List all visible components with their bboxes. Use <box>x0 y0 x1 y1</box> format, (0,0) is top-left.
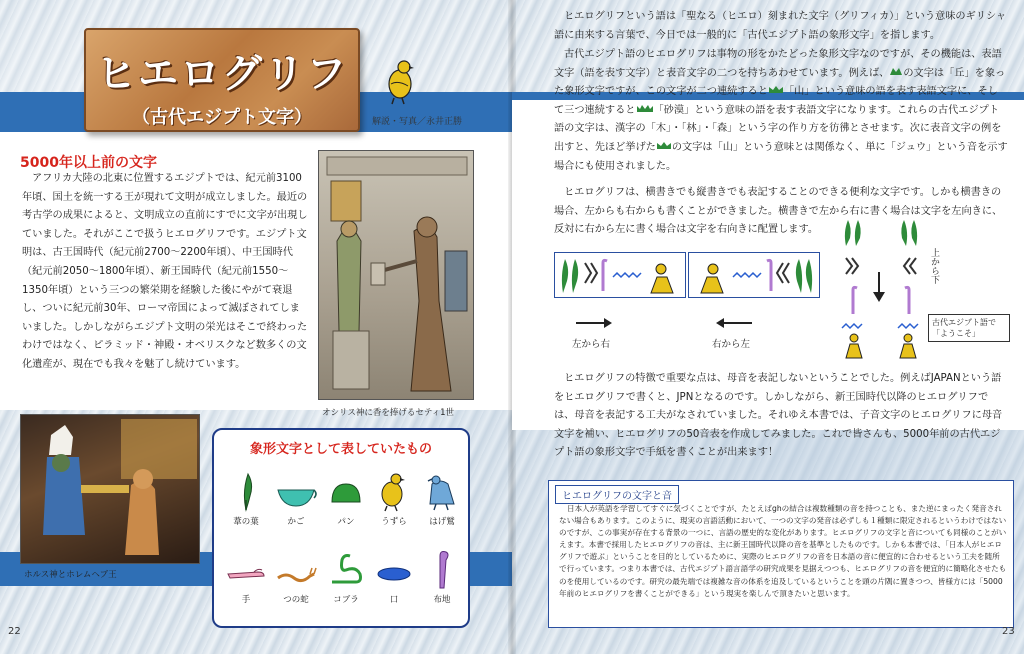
pictograph-label: 葦の葉 <box>233 517 259 527</box>
note-box <box>548 480 1014 628</box>
pictograph-item <box>418 470 466 527</box>
example-right-to-left <box>688 252 820 298</box>
pictograph-label: はげ鷲 <box>429 517 455 527</box>
arrow-right-icon <box>574 316 614 330</box>
welcome-label: 古代エジプト語で「ようこそ」 <box>928 314 1010 342</box>
pictograph-item <box>322 470 370 527</box>
page-title: ヒエログリフ <box>96 51 348 97</box>
paragraph-writing-direction: ヒエログリフは、横書きでも縦書きでも表記することのできる便利な文字です。しかも横書きの場合、左からも右からも書くことができました。横書きで左から右に書く場合は文字を左向きに、反対に右から左に書く場合は文字を右向きに配置します。 <box>554 187 1003 236</box>
paragraph-vowels: ヒエログリフの特徴で重要な点は、母音を表記しないということでした。例えばJAPANという語をヒエログリフで書くと、JPNとなるのです。しかしながら、新王国時代以降のヒエログリフでは、母音を表記する工夫がなされていました。それゆえ本書では、子音文字のヒエログリフに母音文字を補い、ヒエログリフの50音表を作成してみました。これで皆さんも、5000年前の古代エジプト語の象形文字で手紙を書くことが出来ます！ <box>554 373 1003 459</box>
mouth-icon <box>374 548 414 590</box>
paragraph-logogram-part-a: 古代エジプト語のヒエログリフは事物の形をかたどった象形文字なのですが、その機能は、表語文字（語を表す文字）と表音文字の二つを持ちあわせています。例えば、 <box>554 49 1002 79</box>
photo2-caption: ホルス神とホレムヘブ王 <box>24 570 117 580</box>
pictograph-label: 手 <box>241 595 251 605</box>
cobra-icon <box>326 548 366 590</box>
title-plaque <box>84 28 360 132</box>
direction-label-ttb: 上から下 <box>929 248 939 284</box>
pictograph-label: 布地 <box>433 595 451 605</box>
paragraph-logogram <box>554 46 1008 176</box>
paragraph-etymology: ヒエログリフという語は「聖なる（ヒエロ）刻まれた文字（グリフィカ）」という意味のギリシャ語に由来する言葉で、今日では一般的に「古代エジプト語の象形文字」を指します。 <box>554 11 1007 41</box>
paragraph-logogram-part-d: 「砂漠」という意味の語を表す表語文字になります。これらの古代エジプト語の文字は、漢字の「木」・「林」・「森」という字の作り方を彷彿とさせます。次に表音文字の例を出すと、先ほど挙げた <box>554 104 1002 153</box>
desert-glyph-icon <box>636 103 654 113</box>
example-left-to-right <box>554 252 686 298</box>
pictograph-item <box>222 548 270 605</box>
paragraph-logogram-part-e: の文字は「山」という意味とは関係なく、単に「ジュウ」という音を示す場合にも使用されました。 <box>554 141 1008 172</box>
pictograph-item <box>370 470 418 527</box>
basket-icon <box>274 470 318 512</box>
arrow-left-icon <box>714 316 754 330</box>
relief-illustration <box>319 151 474 400</box>
pictograph-item <box>418 548 466 605</box>
folded-cloth-icon <box>422 548 462 590</box>
paragraph-logogram-part-c: 「山」という意味の語を表す表語文字に、そして三つ連続すると <box>554 86 998 116</box>
tomb-painting-illustration <box>21 415 200 564</box>
horned-viper-icon <box>274 548 318 590</box>
direction-label-ltr: 左から右 <box>572 339 611 350</box>
vulture-icon <box>422 470 462 512</box>
vertical-glyph-column-right <box>894 218 924 360</box>
page-number-left: 22 <box>8 626 21 637</box>
pictograph-box-title: 象形文字として表していたもの <box>249 442 432 457</box>
intro-paragraph: アフリカ大陸の北東に位置するエジプトでは、紀元前3100年頃、国土を統一する王が現れて文明が成立しました。最近の考古学の成果によると、文明成立の直前にすでに文字が出現していました。それがここで扱うヒエログリフです。エジプト文明は、古王国時代（紀元前2700〜2200年頃）、中王国時代（紀元前2050〜1800年頃）、新王国時代（紀元前1550〜1350年頃）という三つの繁栄期を経験した後にやがて衰退し、ついに紀元前30年、ローマ帝国によって滅ぼされてしまいました。しかしながらエジプト文明の栄光はそこで終わったわけではなく、ピラミッド・神殿・オベリスクなど数多くの文化遺産が、現在でも我々を魅了し続けています。 <box>22 173 308 370</box>
pictograph-item <box>222 470 270 527</box>
pictograph-box <box>212 428 470 628</box>
pictograph-item <box>272 470 320 527</box>
pictograph-label: かご <box>287 517 305 527</box>
quail-icon <box>384 56 418 106</box>
pictograph-item <box>272 548 320 605</box>
photo1-caption: オシリス神に香を捧げるセティ1世 <box>322 408 455 418</box>
reed-leaf-icon <box>226 470 266 512</box>
pictograph-label: パン <box>337 517 355 527</box>
bread-icon <box>326 470 366 512</box>
mountain-glyph-icon <box>656 140 672 150</box>
hill-glyph-icon <box>889 66 903 76</box>
arrow-down-icon <box>870 270 888 304</box>
note-title: ヒエログリフの文字と音 <box>555 485 679 504</box>
pictograph-label: つの蛇 <box>283 595 309 605</box>
pictograph-label: うずら <box>381 517 407 527</box>
mountain-glyph-icon <box>768 84 784 94</box>
page-subtitle: （古代エジプト文字） <box>132 107 312 128</box>
section-heading: 5000年以上前の文字 <box>20 155 157 171</box>
photo-horus-horemheb <box>20 414 200 564</box>
paragraph-logogram-part-b: の文字は「丘」を象った象形文字ですが、この文字が二つ連続すると <box>554 67 1006 98</box>
direction-label-rtl: 右から左 <box>712 339 751 350</box>
page-number-right: 23 <box>1002 626 1015 637</box>
welcome-glyphs-facing-right <box>689 253 819 297</box>
welcome-glyphs-facing-left <box>555 253 685 297</box>
pictograph-item <box>322 548 370 605</box>
right-page <box>512 0 1024 654</box>
quail-icon <box>374 470 414 512</box>
photo-seti-osiris <box>318 150 474 400</box>
author-credit: 解説・写真／永井正勝 <box>372 117 463 127</box>
pictograph-item <box>370 548 418 605</box>
vertical-glyph-column-left <box>838 218 868 360</box>
hand-icon <box>224 548 268 590</box>
note-text: 日本人が英語を学習してすぐに気づくことですが、たとえばghの結合は複数種類の音を持つことも、また逆にまったく発音されない場合もあります。このように、現実の言語活動において、一つの文字の発音は必ずしも１種類に限定されるというわけではないのですが、この事実が存在する背景の一つに、言語の歴史的な変化があります。ヒエログリフの文字と音についても同様のことがいえます。本書で採用したヒエログリフの音は、主に新王国時代以降の音を基準としたものです。しかも本書では、「日本人がヒエログリフで遊ぶ」ということを目的としているために、実際のヒエログリフの音を日本語の音に便宜的に合わせるという工夫を随所で行っています。つまり本書では、古代エジプト語言語学の研究成果を見据えつつも、ヒエログリフの音を便宜的に簡略化させたものを使用しているのです。研究の最先端では複雑な音の体系を追及しているということを頭の片隅に置きつつ、皆様方には「5000年前のヒエログリフを書くことができる」という現実を楽しんで頂きたいと思います。 <box>559 504 1007 598</box>
pictograph-label: 口 <box>389 595 399 605</box>
pictograph-label: コブラ <box>333 595 359 605</box>
